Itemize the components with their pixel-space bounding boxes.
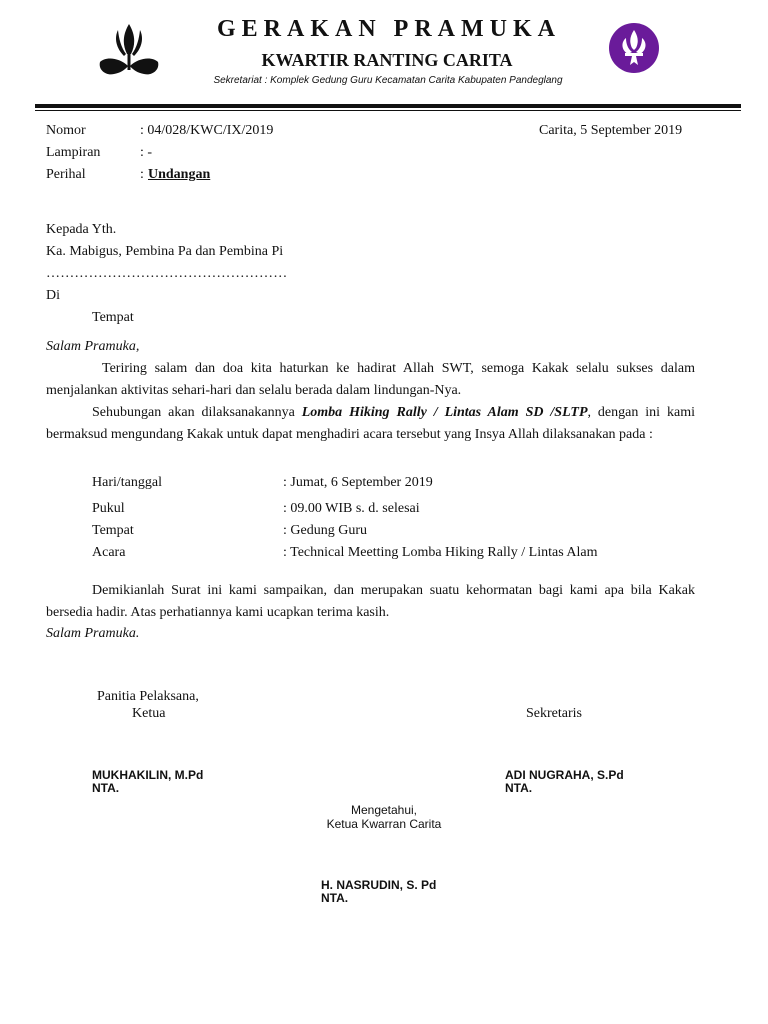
header-rule-thick bbox=[35, 104, 741, 108]
recipient-dots: …………………………………………… bbox=[46, 266, 288, 281]
sekretaris-nta: NTA. bbox=[505, 781, 533, 795]
org-subtitle: KWARTIR RANTING CARITA bbox=[261, 50, 513, 70]
kepada-yth: Kepada Yth. bbox=[46, 222, 117, 237]
perihal-colon: : bbox=[140, 167, 144, 182]
lampiran-label: Lampiran bbox=[46, 145, 101, 160]
recipient-di: Di bbox=[46, 288, 60, 303]
perihal-label: Perihal bbox=[46, 167, 86, 182]
lampiran-value: : - bbox=[140, 145, 153, 160]
perihal-value: Undangan bbox=[148, 167, 211, 182]
sekretaris-title: Sekretaris bbox=[526, 706, 582, 721]
nomor-label: Nomor bbox=[46, 123, 86, 138]
detail-label: Tempat bbox=[92, 523, 134, 538]
salam-closing: Salam Pramuka. bbox=[46, 626, 140, 641]
kwarran-name: H. NASRUDIN, S. Pd bbox=[321, 878, 437, 892]
nomor-value: : 04/028/KWC/IX/2019 bbox=[140, 123, 274, 138]
kwarran-nta: NTA. bbox=[321, 891, 349, 905]
org-address: Sekretariat : Komplek Gedung Guru Kecamatan Carita Kabupaten Pandeglang bbox=[213, 75, 563, 86]
paragraph-invitation bbox=[46, 402, 695, 446]
kwarran-title: Ketua Kwarran Carita bbox=[326, 817, 442, 831]
org-title: GERAKAN PRAMUKA bbox=[217, 16, 561, 42]
ketua-title: Ketua bbox=[132, 706, 166, 721]
event-name: Lomba Hiking Rally / Lintas Alam SD /SLTP bbox=[301, 405, 588, 420]
detail-value: : Technical Meetting Lomba Hiking Rally / Lintas Alam bbox=[283, 545, 598, 560]
paragraph-opening: Teriring salam dan doa kita haturkan ke hadirat Allah SWT, semoga Kakak selalu sukses dalam menjalankan aktivitas sehari-hari dan selalu berada dalam lindungan-Nya. bbox=[46, 361, 695, 398]
detail-value: : Gedung Guru bbox=[283, 523, 367, 538]
ketua-name: MUKHAKILIN, M.Pd bbox=[92, 768, 204, 782]
paragraph-invitation-post: , dengan ini kami bermaksud mengundang Kakak untuk dapat menghadiri acara tersebut yang Insya Allah dilaksanakan pada : bbox=[46, 405, 695, 442]
recipient-tempat: Tempat bbox=[92, 310, 134, 325]
detail-value: : 09.00 WIB s. d. selesai bbox=[283, 501, 420, 516]
recipient-name: Ka. Mabigus, Pembina Pa dan Pembina Pi bbox=[46, 244, 284, 259]
panitia-label: Panitia Pelaksana, bbox=[97, 689, 199, 704]
ketua-nta: NTA. bbox=[92, 781, 120, 795]
header-rule-thin bbox=[35, 110, 741, 111]
detail-label: Hari/tanggal bbox=[92, 475, 162, 490]
paragraph-invitation-pre: Sehubungan akan dilaksanakannya bbox=[92, 405, 302, 420]
detail-label: Acara bbox=[92, 545, 126, 560]
detail-value: : Jumat, 6 September 2019 bbox=[283, 475, 433, 490]
paragraph-closing: Demikianlah Surat ini kami sampaikan, dan merupakan suatu kehormatan bagi kami apa bila Kakak bersedia hadir. Atas perhatiannya kami ucapkan terima kasih. bbox=[46, 583, 695, 620]
sekretaris-name: ADI NUGRAHA, S.Pd bbox=[505, 768, 624, 782]
detail-label: Pukul bbox=[92, 501, 125, 516]
place-date: Carita, 5 September 2019 bbox=[539, 123, 683, 138]
mengetahui-label: Mengetahui, bbox=[350, 803, 418, 817]
greeting: Salam Pramuka, bbox=[46, 339, 140, 354]
